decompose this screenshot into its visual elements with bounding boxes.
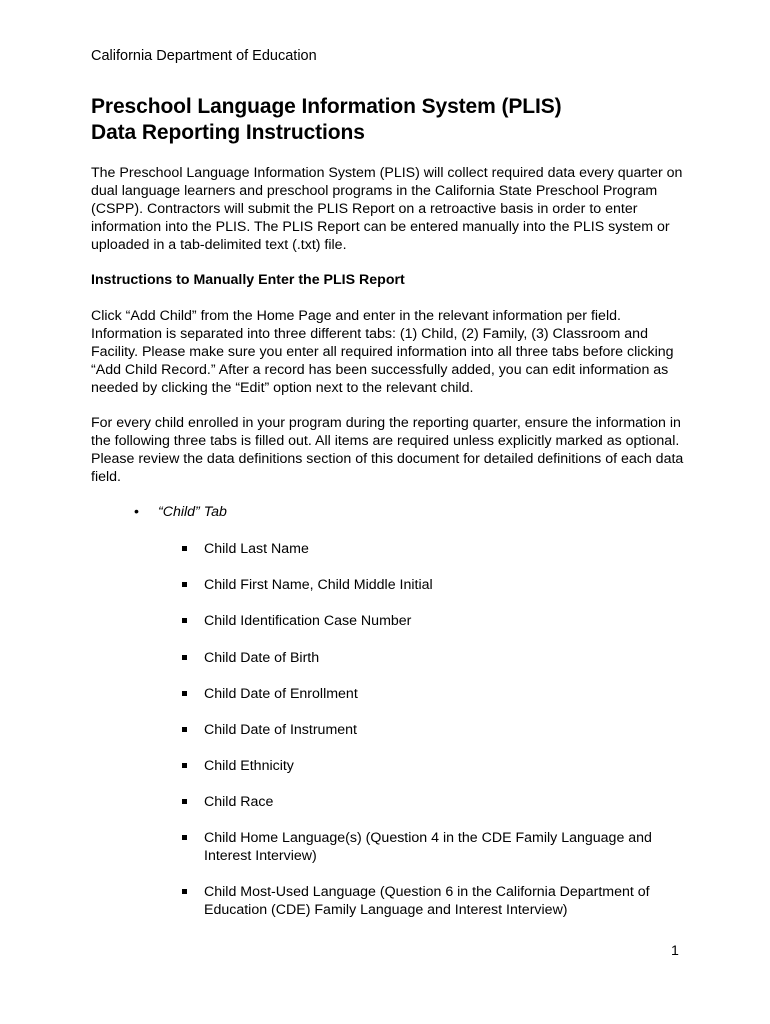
- square-bullet-icon: [182, 582, 187, 587]
- section-heading: Instructions to Manually Enter the PLIS Report: [91, 272, 405, 288]
- field-label: Child Identification Case Number: [204, 613, 412, 629]
- square-bullet-icon: [182, 546, 187, 551]
- field-label: Child First Name, Child Middle Initial: [204, 577, 433, 593]
- field-label: Child Ethnicity: [204, 758, 294, 774]
- field-label: Child Last Name: [204, 541, 309, 557]
- child-tab-label: “Child” Tab: [158, 504, 227, 520]
- field-label: Child Date of Birth: [204, 650, 320, 666]
- field-label: Child Date of Instrument: [204, 722, 357, 738]
- add-child-instructions: Click “Add Child” from the Home Page and enter in the relevant information per field. Information is separated into three different tabs: (1) Child, (2) Family, (3) Classroom and Facility. Please make sure you enter all required information into all three tabs before clicking “Add Child Record.” After a record has been successfully added, you can edit information as needed by clicking the “Edit” option next to the relevant child.: [91, 308, 674, 396]
- square-bullet-icon: [182, 655, 187, 660]
- square-bullet-icon: [182, 889, 187, 894]
- enrollment-paragraph: For every child enrolled in your program during the reporting quarter, ensure the information in the following three tabs is filled out. All items are required unless explicitly marked as optional. Please review the data definitions section of this document for detailed definitions of each data field.: [91, 415, 684, 485]
- square-bullet-icon: [182, 618, 187, 623]
- field-label: Child Home Language(s) (Question 4 in the CDE Family Language and Interest Interview): [204, 830, 652, 864]
- page-header-org: California Department of Education: [91, 48, 317, 64]
- square-bullet-icon: [182, 799, 187, 804]
- page-number: 1: [671, 943, 679, 959]
- square-bullet-icon: [182, 727, 187, 732]
- document-title: [91, 94, 562, 146]
- bullet-icon: •: [134, 504, 139, 520]
- square-bullet-icon: [182, 763, 187, 768]
- field-label: Child Race: [204, 794, 274, 810]
- square-bullet-icon: [182, 835, 187, 840]
- square-bullet-icon: [182, 691, 187, 696]
- field-label: Child Most-Used Language (Question 6 in the California Department of Education (CDE) Family Language and Interest Interview): [204, 884, 650, 918]
- intro-paragraph: The Preschool Language Information System (PLIS) will collect required data every quarter on dual language learners and preschool programs in the California State Preschool Program (CSPP). Contractors will submit the PLIS Report on a retroactive basis in order to enter information into the PLIS. The PLIS Report can be entered manually into the PLIS system or uploaded in a tab-delimited text (.txt) file.: [91, 165, 683, 253]
- title-line-2: Data Reporting Instructions: [91, 121, 365, 144]
- title-line-1: Preschool Language Information System (PLIS): [91, 95, 562, 118]
- field-label: Child Date of Enrollment: [204, 686, 358, 702]
